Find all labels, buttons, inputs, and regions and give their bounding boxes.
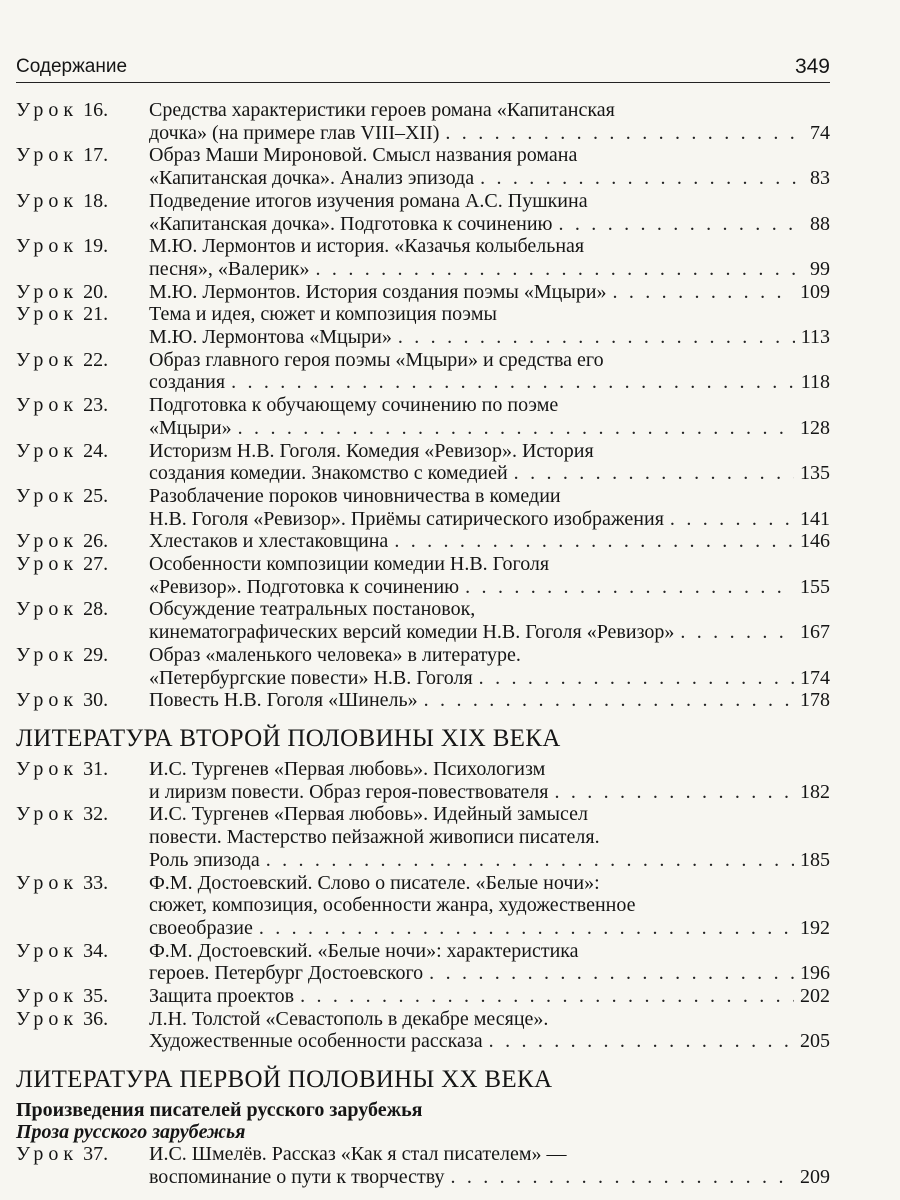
lesson-title-line: «Мцыри»: [149, 416, 232, 439]
lesson-title-line: создания комедии. Знакомство с комедией: [149, 462, 508, 485]
lesson-title-line: своеобразие: [149, 916, 253, 939]
toc-entry: [16, 872, 830, 940]
lesson-title-last-line: [149, 281, 830, 304]
entry-page-number: 113: [800, 326, 830, 349]
entry-page-number: 209: [800, 1165, 830, 1188]
lesson-number: 26.: [83, 530, 109, 553]
lesson-title: [149, 1008, 830, 1053]
entry-page-number: 128: [800, 416, 830, 439]
entry-page-number: 185: [800, 848, 830, 871]
lesson-title-line: «Петербургские повести» Н.В. Гоголя: [149, 666, 473, 689]
lesson-title-last-line: [149, 530, 830, 553]
toc-entry: [16, 644, 830, 689]
lesson-word: Урок: [16, 348, 79, 371]
lesson-title-last-line: [149, 576, 830, 599]
lesson-title: [149, 598, 830, 643]
lesson-label: [16, 1008, 149, 1053]
lesson-title-line: М.Ю. Лермонтова «Мцыри»: [149, 326, 392, 349]
lesson-title-line: Повесть Н.В. Гоголя «Шинель»: [149, 689, 418, 712]
lesson-number: 21.: [83, 303, 109, 326]
toc-entry: [16, 99, 830, 144]
lesson-title-line: и лиризм повести. Образ героя-повествователя: [149, 780, 549, 803]
toc-entry: [16, 303, 830, 348]
running-head-title: Содержание: [16, 56, 128, 77]
lesson-word: Урок: [16, 439, 79, 462]
entry-page-number: 74: [810, 121, 830, 144]
toc-entry: [16, 689, 830, 712]
entry-page-number: 83: [810, 167, 830, 190]
lesson-label: [16, 1143, 149, 1188]
lesson-number: 36.: [83, 1007, 109, 1030]
lesson-title-line: Ф.М. Достоевский. Слово о писателе. «Белые ночи»:: [149, 871, 600, 894]
lesson-title-last-line: [149, 417, 830, 440]
lesson-title-last-line: [149, 962, 830, 985]
dot-leader: [680, 621, 794, 644]
lesson-label: [16, 553, 149, 598]
entry-page-number: 118: [800, 371, 830, 394]
lesson-label: [16, 235, 149, 280]
lesson-title: [149, 985, 830, 1008]
entry-page-number: 99: [810, 257, 830, 280]
toc-entry: [16, 440, 830, 485]
toc-entry: [16, 940, 830, 985]
dot-leader: [670, 508, 794, 531]
lesson-title-line: сюжет, композиция, особенности жанра, художественное: [149, 894, 636, 917]
lesson-word: Урок: [16, 803, 79, 826]
dot-leader: [424, 689, 794, 712]
lesson-title-last-line: [149, 508, 830, 531]
lesson-title: [149, 803, 830, 871]
entry-page-number: 192: [800, 916, 830, 939]
lesson-title: [149, 485, 830, 530]
subheading-emigre-prose: Проза русского зарубежья: [16, 1121, 246, 1144]
lesson-title: [149, 689, 830, 712]
dot-leader: [612, 281, 794, 304]
lesson-number: 17.: [83, 144, 109, 167]
lesson-title-line: Историзм Н.В. Гоголя. Комедия «Ревизор». История: [149, 439, 594, 462]
dot-leader: [554, 781, 794, 804]
lesson-word: Урок: [16, 484, 79, 507]
lesson-title: [149, 940, 830, 985]
lesson-title-last-line: [149, 985, 830, 1008]
lesson-number: 31.: [83, 757, 109, 780]
lesson-number: 34.: [83, 939, 109, 962]
entry-page-number: 167: [800, 621, 830, 644]
lesson-number: 23.: [83, 394, 109, 417]
toc-entry: [16, 598, 830, 643]
lesson-word: Урок: [16, 530, 79, 553]
section-heading-19th-century: ЛИТЕРАТУРА ВТОРОЙ ПОЛОВИНЫ XIX ВЕКА: [16, 724, 561, 752]
lesson-title: [149, 758, 830, 803]
entry-page-number: 141: [800, 507, 830, 530]
lesson-label: [16, 349, 149, 394]
toc-entry: [16, 1143, 830, 1188]
lesson-label: [16, 530, 149, 553]
lesson-title-last-line: [149, 167, 830, 190]
toc-entry: [16, 281, 830, 304]
lesson-word: Урок: [16, 689, 79, 712]
lesson-title-last-line: [149, 462, 830, 485]
lesson-word: Урок: [16, 598, 79, 621]
lesson-title-line: создания: [149, 371, 226, 394]
lesson-number: 29.: [83, 643, 109, 666]
toc-entry: [16, 803, 830, 871]
lesson-number: 19.: [83, 235, 109, 258]
subheading-emigre-writers: Произведения писателей русского зарубежья: [16, 1099, 423, 1122]
entry-page-number: 155: [800, 575, 830, 598]
lesson-label: [16, 985, 149, 1008]
toc-entry: [16, 553, 830, 598]
lesson-title-line: И.С. Тургенев «Первая любовь». Психологизм: [149, 757, 546, 780]
dot-leader: [489, 1030, 794, 1053]
lesson-title-line: Художественные особенности рассказа: [149, 1030, 483, 1053]
toc-entry: [16, 394, 830, 439]
toc-entry: [16, 349, 830, 394]
dot-leader: [316, 258, 804, 281]
lesson-title-line: Хлестаков и хлестаковщина: [149, 530, 389, 553]
lesson-word: Урок: [16, 643, 79, 666]
lesson-title-line: Особенности композиции комедии Н.В. Гоголя: [149, 553, 550, 576]
dot-leader: [259, 917, 794, 940]
toc-group-first: [16, 99, 830, 712]
lesson-word: Урок: [16, 1007, 79, 1030]
lesson-title-line: Подведение итогов изучения романа А.С. Пушкина: [149, 189, 588, 212]
lesson-title-line: Образ главного героя поэмы «Мцыри» и средства его: [149, 348, 604, 371]
entry-page-number: 178: [800, 689, 830, 712]
lesson-title-last-line: [149, 1166, 830, 1189]
lesson-title: [149, 440, 830, 485]
lesson-title-line: Разоблачение пороков чиновничества в комедии: [149, 484, 561, 507]
entry-page-number: 146: [800, 530, 830, 553]
lesson-label: [16, 99, 149, 144]
toc-entry: [16, 530, 830, 553]
lesson-title: [149, 553, 830, 598]
lesson-title: [149, 281, 830, 304]
lesson-label: [16, 803, 149, 871]
lesson-title-line: героев. Петербург Достоевского: [149, 962, 424, 985]
lesson-title-last-line: [149, 667, 830, 690]
entry-page-number: 109: [800, 280, 830, 303]
lesson-title-line: воспоминание о пути к творчеству: [149, 1165, 445, 1188]
lesson-label: [16, 758, 149, 803]
dot-leader: [450, 1166, 794, 1189]
lesson-word: Урок: [16, 144, 79, 167]
lesson-label: [16, 303, 149, 348]
lesson-title-line: М.Ю. Лермонтов и история. «Казачья колыбельная: [149, 235, 585, 258]
dot-leader: [465, 576, 794, 599]
lesson-word: Урок: [16, 303, 79, 326]
toc-entry: [16, 758, 830, 803]
lesson-title-line: Л.Н. Толстой «Севастополь в декабре месяце».: [149, 1007, 549, 1030]
dot-leader: [559, 213, 805, 236]
lesson-title-last-line: [149, 621, 830, 644]
lesson-word: Урок: [16, 235, 79, 258]
entry-page-number: 135: [800, 462, 830, 485]
dot-leader: [394, 530, 794, 553]
lesson-label: [16, 644, 149, 689]
lesson-label: [16, 689, 149, 712]
lesson-title-line: М.Ю. Лермонтов. История создания поэмы «Мцыри»: [149, 280, 607, 303]
toc-entry: [16, 190, 830, 235]
lesson-word: Урок: [16, 394, 79, 417]
lesson-number: 20.: [83, 280, 109, 303]
lesson-title: [149, 1143, 830, 1188]
lesson-title-last-line: [149, 849, 830, 872]
lesson-title: [149, 872, 830, 940]
lesson-number: 30.: [83, 689, 109, 712]
lesson-label: [16, 281, 149, 304]
lesson-title-line: «Капитанская дочка». Анализ эпизода: [149, 167, 475, 190]
entry-page-number: 202: [800, 985, 830, 1008]
dot-leader: [238, 417, 794, 440]
running-head: [16, 52, 830, 83]
lesson-title-line: Образ «маленького человека» в литературе.: [149, 643, 521, 666]
lesson-label: [16, 190, 149, 235]
lesson-title-last-line: [149, 371, 830, 394]
toc-entry: [16, 1008, 830, 1053]
lesson-number: 16.: [83, 99, 109, 121]
lesson-title: [149, 190, 830, 235]
lesson-title: [149, 394, 830, 439]
lesson-title-line: Образ Маши Мироновой. Смысл названия романа: [149, 144, 578, 167]
dot-leader: [300, 985, 794, 1008]
lesson-title-line: дочка» (на примере глав VIII–XII): [149, 121, 440, 144]
lesson-title-last-line: [149, 917, 830, 940]
lesson-title-last-line: [149, 213, 830, 236]
lesson-label: [16, 872, 149, 940]
toc-entry: [16, 485, 830, 530]
lesson-title-line: кинематографических версий комедии Н.В. Гоголя «Ревизор»: [149, 621, 675, 644]
lesson-title-last-line: [149, 1030, 830, 1053]
dot-leader: [514, 462, 794, 485]
entry-page-number: 205: [800, 1030, 830, 1053]
lesson-word: Урок: [16, 985, 79, 1008]
lesson-word: Урок: [16, 280, 79, 303]
lesson-title-line: повести. Мастерство пейзажной живописи писателя.: [149, 826, 600, 849]
dot-leader: [479, 667, 794, 690]
lesson-title: [149, 99, 830, 144]
lesson-number: 27.: [83, 553, 109, 576]
lesson-title-last-line: [149, 781, 830, 804]
lesson-title-line: Ф.М. Достоевский. «Белые ночи»: характеристика: [149, 939, 579, 962]
lesson-word: Урок: [16, 939, 79, 962]
lesson-title-last-line: [149, 258, 830, 281]
entry-page-number: 182: [800, 780, 830, 803]
lesson-word: Урок: [16, 553, 79, 576]
lesson-word: Урок: [16, 757, 79, 780]
lesson-title-line: Средства характеристики героев романа «Капитанская: [149, 99, 615, 121]
lesson-title: [149, 144, 830, 189]
dot-leader: [480, 167, 804, 190]
lesson-label: [16, 394, 149, 439]
lesson-title: [149, 644, 830, 689]
lesson-title: [149, 303, 830, 348]
lesson-word: Урок: [16, 871, 79, 894]
lesson-title-line: Роль эпизода: [149, 848, 260, 871]
dot-leader: [231, 371, 795, 394]
lesson-number: 37.: [83, 1143, 109, 1166]
lesson-title-last-line: [149, 122, 830, 145]
lesson-number: 35.: [83, 985, 109, 1008]
lesson-word: Урок: [16, 1143, 79, 1166]
dot-leader: [266, 849, 794, 872]
lesson-label: [16, 598, 149, 643]
lesson-number: 18.: [83, 189, 109, 212]
lesson-title-line: Обсуждение театральных постановок,: [149, 598, 476, 621]
lesson-title-line: песня», «Валерик»: [149, 257, 310, 280]
lesson-title-line: И.С. Тургенев «Первая любовь». Идейный замысел: [149, 803, 588, 826]
lesson-number: 32.: [83, 803, 109, 826]
entry-page-number: 174: [800, 666, 830, 689]
lesson-title: [149, 235, 830, 280]
lesson-title-last-line: [149, 689, 830, 712]
lesson-title: [149, 349, 830, 394]
toc-entry: [16, 235, 830, 280]
lesson-title-line: Подготовка к обучающему сочинению по поэме: [149, 394, 559, 417]
lesson-number: 24.: [83, 439, 109, 462]
lesson-title-line: И.С. Шмелёв. Рассказ «Как я стал писателем» —: [149, 1143, 567, 1166]
lesson-title-line: «Ревизор». Подготовка к сочинению: [149, 575, 460, 598]
lesson-title-line: Тема и идея, сюжет и композиция поэмы: [149, 303, 497, 326]
lesson-number: 33.: [83, 871, 109, 894]
dot-leader: [445, 122, 804, 145]
lesson-label: [16, 940, 149, 985]
dot-leader: [429, 962, 794, 985]
page-number: 349: [794, 55, 830, 78]
lesson-word: Урок: [16, 189, 79, 212]
entry-page-number: 88: [810, 212, 830, 235]
lesson-label: [16, 440, 149, 485]
lesson-label: [16, 485, 149, 530]
toc-entry: [16, 144, 830, 189]
toc-group-19th-century: [16, 758, 830, 1053]
toc-group-20th-century: [16, 1143, 830, 1188]
lesson-title-line: «Капитанская дочка». Подготовка к сочинению: [149, 212, 553, 235]
lesson-number: 28.: [83, 598, 109, 621]
lesson-number: 25.: [83, 484, 109, 507]
table-of-contents: [16, 99, 830, 1189]
lesson-label: [16, 144, 149, 189]
dot-leader: [398, 326, 795, 349]
entry-page-number: 196: [800, 962, 830, 985]
lesson-title: [149, 530, 830, 553]
toc-entry: [16, 985, 830, 1008]
lesson-number: 22.: [83, 348, 109, 371]
lesson-word: Урок: [16, 99, 79, 121]
lesson-title-line: Защита проектов: [149, 985, 295, 1008]
section-heading-20th-century: ЛИТЕРАТУРА ПЕРВОЙ ПОЛОВИНЫ XX ВЕКА: [16, 1066, 553, 1094]
lesson-title-last-line: [149, 326, 830, 349]
lesson-title-line: Н.В. Гоголя «Ревизор». Приёмы сатирического изображения: [149, 507, 664, 530]
